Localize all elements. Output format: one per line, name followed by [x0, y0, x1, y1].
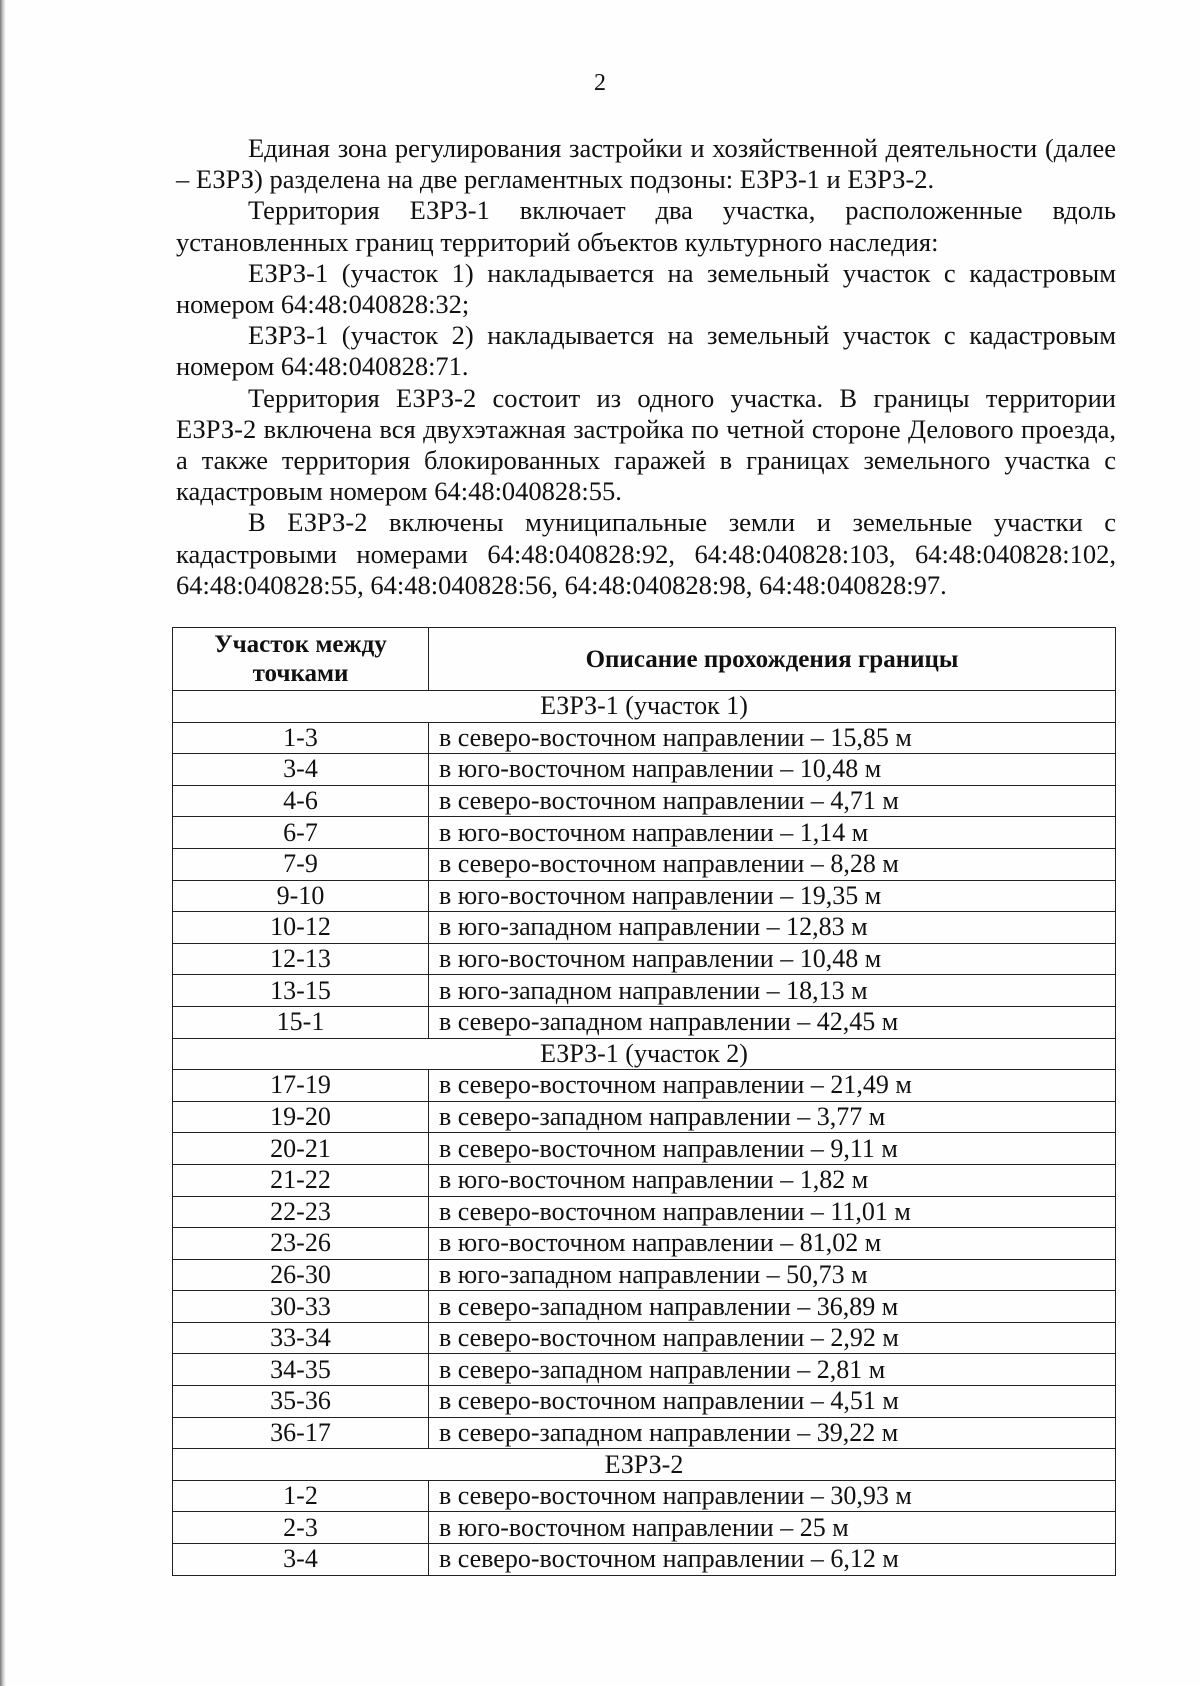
paragraph: Территория ЕЗРЗ-1 включает два участка, расположенные вдоль установленных границ территорий объектов культурного наследия:: [176, 195, 1116, 257]
description-cell: в северо-восточном направлении – 21,49 м: [429, 1070, 1116, 1102]
description-cell: в юго-восточном направлении – 81,02 м: [429, 1228, 1116, 1260]
segment-cell: 33-34: [173, 1322, 429, 1354]
segment-cell: 4-6: [173, 785, 429, 817]
segment-cell: 1-2: [173, 1480, 429, 1512]
description-cell: в северо-западном направлении – 42,45 м: [429, 1006, 1116, 1038]
description-cell: в юго-западном направлении – 50,73 м: [429, 1259, 1116, 1291]
paragraph: В ЕЗРЗ-2 включены муниципальные земли и земельные участки с кадастровыми номерами 64:48:040828:92, 64:48:040828:103, 64:48:040828:102, 64:48:040828:55, 64:48:040828:56, 64:48:040828:98, 64:48:040828:97.: [176, 507, 1116, 600]
segment-cell: 23-26: [173, 1228, 429, 1260]
segment-cell: 6-7: [173, 817, 429, 849]
section-title: ЕЗРЗ-2: [173, 1449, 1116, 1481]
segment-cell: 7-9: [173, 848, 429, 880]
table-row: [173, 975, 1116, 1007]
table-row: [173, 1291, 1116, 1323]
segment-cell: 34-35: [173, 1354, 429, 1386]
segment-cell: 36-17: [173, 1417, 429, 1449]
description-cell: в северо-западном направлении – 2,81 м: [429, 1354, 1116, 1386]
table-row: [173, 1259, 1116, 1291]
description-cell: в юго-восточном направлении – 25 м: [429, 1512, 1116, 1544]
paragraph: ЕЗРЗ-1 (участок 1) накладывается на земельный участок с кадастровым номером 64:48:040828:32;: [176, 257, 1116, 320]
description-cell: в юго-западном направлении – 12,83 м: [429, 912, 1116, 944]
description-cell: в северо-восточном направлении – 4,71 м: [429, 785, 1116, 817]
scan-edge-shadow: [0, 0, 6, 1686]
description-cell: в северо-западном направлении – 36,89 м: [429, 1291, 1116, 1323]
table-row: [173, 722, 1116, 754]
segment-cell: 22-23: [173, 1196, 429, 1228]
description-cell: в юго-восточном направлении – 1,14 м: [429, 817, 1116, 849]
table-row: [173, 1544, 1116, 1576]
table-row: [173, 1070, 1116, 1102]
segment-cell: 19-20: [173, 1101, 429, 1133]
table-row: [173, 1133, 1116, 1165]
table-body: [173, 691, 1116, 1576]
section-title: ЕЗРЗ-1 (участок 2): [173, 1038, 1116, 1070]
description-cell: в северо-восточном направлении – 6,12 м: [429, 1544, 1116, 1576]
table-row: [173, 1006, 1116, 1038]
description-cell: в северо-восточном направлении – 8,28 м: [429, 848, 1116, 880]
segment-cell: 20-21: [173, 1133, 429, 1165]
description-cell: в северо-восточном направлении – 15,85 м: [429, 722, 1116, 754]
segment-cell: 15-1: [173, 1006, 429, 1038]
table-row: [173, 1101, 1116, 1133]
segment-cell: 30-33: [173, 1291, 429, 1323]
table-row: [173, 1386, 1116, 1418]
section-row: [173, 1038, 1116, 1070]
segment-cell: 3-4: [173, 1544, 429, 1576]
table-row: [173, 1322, 1116, 1354]
section-row: [173, 1449, 1116, 1481]
table-row: [173, 1164, 1116, 1196]
segment-cell: 13-15: [173, 975, 429, 1007]
table-row: [173, 880, 1116, 912]
segment-cell: 21-22: [173, 1164, 429, 1196]
table-row: [173, 1228, 1116, 1260]
table-row: [173, 912, 1116, 944]
table-row: [173, 1196, 1116, 1228]
boundary-table: [172, 627, 1116, 1576]
segment-cell: 10-12: [173, 912, 429, 944]
table-row: [173, 754, 1116, 786]
section-row: [173, 691, 1116, 723]
column-header-segment: Участок между точками: [173, 628, 429, 691]
table-row: [173, 785, 1116, 817]
description-cell: в северо-восточном направлении – 30,93 м: [429, 1480, 1116, 1512]
table-row: [173, 1512, 1116, 1544]
segment-cell: 2-3: [173, 1512, 429, 1544]
description-cell: в северо-западном направлении – 39,22 м: [429, 1417, 1116, 1449]
description-cell: в юго-восточном направлении – 10,48 м: [429, 943, 1116, 975]
table-header-row: [173, 628, 1116, 691]
paragraph: ЕЗРЗ-1 (участок 2) накладывается на земельный участок с кадастровым номером 64:48:040828:71.: [176, 320, 1116, 382]
table-row: [173, 1480, 1116, 1512]
table-row: [173, 1417, 1116, 1449]
description-cell: в северо-восточном направлении – 2,92 м: [429, 1322, 1116, 1354]
segment-cell: 3-4: [173, 754, 429, 786]
table-row: [173, 848, 1116, 880]
paragraph: Территория ЕЗРЗ-2 состоит из одного участка. В границы территории ЕЗРЗ-2 включена вся двухэтажная застройка по четной стороне Делового проезда, а также территория блокированных гаражей в границах земельного участка с кадастровым номером 64:48:040828:55.: [176, 382, 1116, 507]
description-cell: в северо-западном направлении – 3,77 м: [429, 1101, 1116, 1133]
page-number: 2: [594, 70, 606, 96]
section-title: ЕЗРЗ-1 (участок 1): [173, 691, 1116, 723]
segment-cell: 17-19: [173, 1070, 429, 1102]
table-row: [173, 1354, 1116, 1386]
segment-cell: 26-30: [173, 1259, 429, 1291]
description-cell: в северо-восточном направлении – 9,11 м: [429, 1133, 1116, 1165]
description-cell: в северо-восточном направлении – 4,51 м: [429, 1386, 1116, 1418]
description-cell: в северо-восточном направлении – 11,01 м: [429, 1196, 1116, 1228]
segment-cell: 12-13: [173, 943, 429, 975]
description-cell: в юго-восточном направлении – 1,82 м: [429, 1164, 1116, 1196]
body-text: [176, 133, 1116, 601]
table-row: [173, 943, 1116, 975]
description-cell: в юго-западном направлении – 18,13 м: [429, 975, 1116, 1007]
segment-cell: 35-36: [173, 1386, 429, 1418]
table-row: [173, 817, 1116, 849]
description-cell: в юго-восточном направлении – 10,48 м: [429, 754, 1116, 786]
description-cell: в юго-восточном направлении – 19,35 м: [429, 880, 1116, 912]
segment-cell: 9-10: [173, 880, 429, 912]
segment-cell: 1-3: [173, 722, 429, 754]
paragraph: Единая зона регулирования застройки и хозяйственной деятельности (далее – ЕЗРЗ) разделена на две регламентных подзоны: ЕЗРЗ-1 и ЕЗРЗ-2.: [176, 133, 1116, 195]
column-header-description: Описание прохождения границы: [429, 628, 1116, 691]
